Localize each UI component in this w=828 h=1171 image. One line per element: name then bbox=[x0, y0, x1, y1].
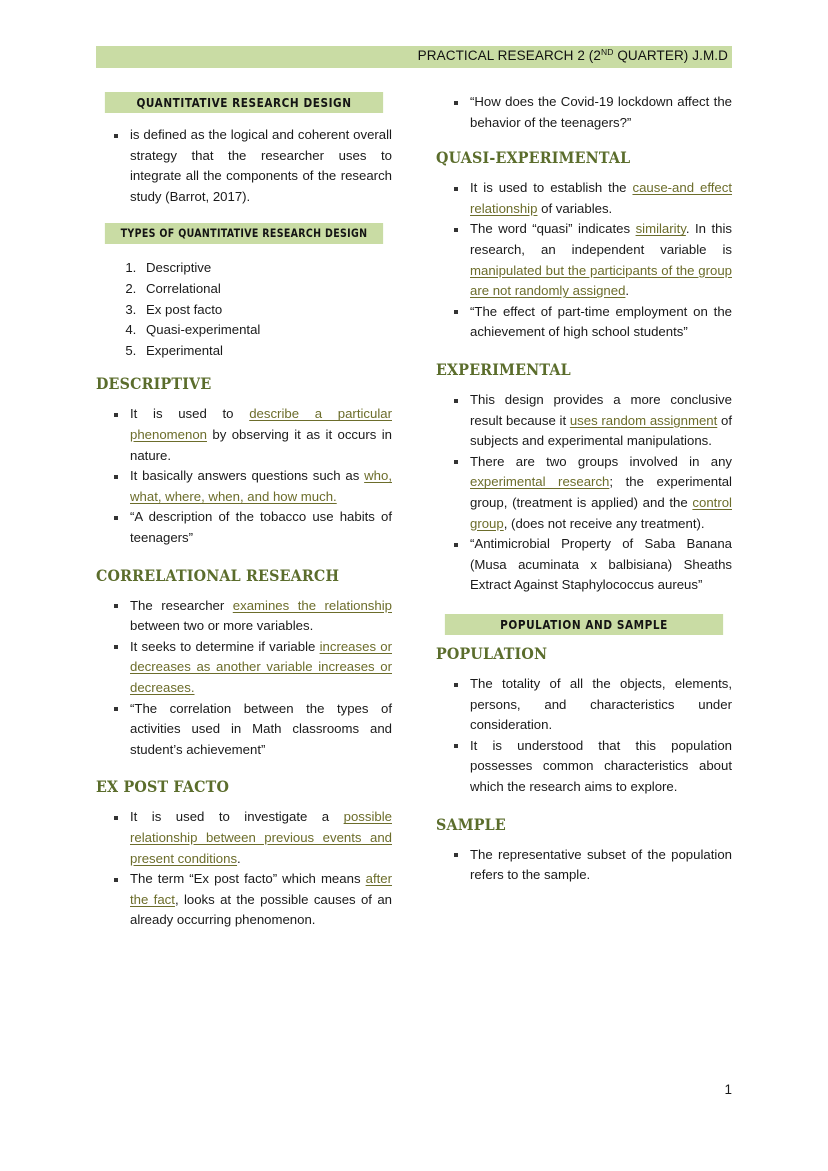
list-item bbox=[436, 390, 732, 452]
underlined-term: uses random assignment bbox=[569, 412, 718, 428]
text-segment: , looks at the possible causes of an already occurring phenomenon. bbox=[130, 891, 392, 928]
text-segment: This design provides a more conclusive result because it bbox=[470, 392, 732, 428]
text-segment: The researcher bbox=[130, 597, 233, 613]
list-item: 1. Descriptive bbox=[140, 258, 392, 279]
underlined-term: control group bbox=[470, 495, 732, 531]
text-segment: , (does not receive any treatment). bbox=[503, 515, 705, 531]
list-item: “How does the Covid-19 lockdown affect the behavior of the teenagers?” bbox=[436, 92, 732, 133]
correlational-bullets bbox=[96, 596, 392, 761]
text-segment: It is used to investigate a bbox=[130, 809, 344, 825]
running-head-bar bbox=[96, 46, 732, 68]
text-segment: The word “quasi” indicates bbox=[470, 221, 636, 237]
list-item bbox=[436, 178, 732, 219]
page-number: 1 bbox=[724, 1082, 732, 1097]
list-item: “The effect of part-time employment on the achievement of high school students” bbox=[436, 302, 732, 343]
list-item bbox=[96, 807, 392, 869]
list-item bbox=[96, 404, 392, 466]
list-item: “Antimicrobial Property of Saba Banana (Musa acuminata x balbisiana) Sheaths Extract Against Staphylococcus aureus” bbox=[436, 534, 732, 596]
underlined-term: after the fact bbox=[130, 871, 392, 907]
list-item bbox=[96, 466, 392, 507]
running-head-suffix: QUARTER) J.M.D bbox=[613, 48, 728, 63]
text-segment: There are two groups involved in any bbox=[470, 453, 732, 469]
list-item: “A description of the tobacco use habits of teenagers” bbox=[96, 507, 392, 548]
list-item: “The correlation between the types of activities used in Math classrooms and student’s achievement” bbox=[96, 699, 392, 761]
two-column-body bbox=[96, 92, 732, 931]
underlined-term: who, what, where, when, and how much. bbox=[130, 468, 392, 504]
list-item: 5. Experimental bbox=[140, 341, 392, 362]
heading-correlational-research: CORRELATIONAL RESEARCH bbox=[96, 565, 340, 585]
heading-experimental: EXPERIMENTAL bbox=[436, 359, 571, 379]
list-item bbox=[436, 219, 732, 301]
text-segment: between two or more variables. bbox=[130, 618, 314, 634]
ex-post-facto-bullets bbox=[96, 807, 392, 931]
list-item: The totality of all the objects, elements, persons, and characteristics under consideration. bbox=[436, 674, 732, 736]
heading-population: POPULATION bbox=[436, 643, 548, 663]
list-item bbox=[96, 869, 392, 931]
list-item: is defined as the logical and coherent overall strategy that the researcher uses to integrate all the components of the research study (Barrot, 2017). bbox=[96, 125, 392, 207]
list-item bbox=[436, 452, 732, 534]
underlined-term: similarity bbox=[635, 221, 686, 237]
heading-sample: SAMPLE bbox=[436, 814, 506, 834]
sample-bullets bbox=[436, 845, 732, 886]
types-numbered-list bbox=[96, 258, 392, 361]
underlined-term: cause-and effect relationship bbox=[470, 180, 733, 216]
list-item bbox=[96, 637, 392, 699]
heading-descriptive: DESCRIPTIVE bbox=[96, 374, 212, 394]
text-segment: by observing it as it occurs in nature. bbox=[130, 426, 392, 463]
list-item bbox=[96, 596, 392, 637]
text-segment: . In this research, an independent variable is bbox=[470, 221, 733, 258]
list-item: 4. Quasi-experimental bbox=[140, 320, 392, 341]
text-segment: It basically answers questions such as bbox=[130, 468, 365, 484]
text-segment: ; the experimental group, (treatment is applied) and the bbox=[470, 474, 732, 510]
underlined-term: examines the relationship bbox=[232, 597, 392, 613]
heading-ex-post-facto: EX POST FACTO bbox=[96, 777, 230, 797]
list-item: It is understood that this population possesses common characteristics about which the research aims to explore. bbox=[436, 736, 732, 798]
text-segment: It is used to bbox=[130, 406, 250, 422]
text-segment: of subjects and experimental manipulations. bbox=[470, 412, 732, 449]
text-segment: The term “Ex post facto” which means bbox=[130, 871, 366, 887]
banner-types-of-quantitative-research-design: TYPES OF QUANTITATIVE RESEARCH DESIGN bbox=[105, 223, 383, 244]
descriptive-bullets bbox=[96, 404, 392, 548]
running-head-superscript: ND bbox=[601, 47, 614, 57]
list-item: The representative subset of the population refers to the sample. bbox=[436, 845, 732, 886]
covid-question-bullet bbox=[436, 92, 732, 133]
text-segment: . bbox=[237, 850, 241, 866]
list-item: 3. Ex post facto bbox=[140, 300, 392, 321]
running-head-text bbox=[418, 48, 728, 63]
quasi-experimental-bullets bbox=[436, 178, 732, 343]
right-column bbox=[436, 92, 732, 931]
underlined-term: describe a particular phenomenon bbox=[130, 406, 392, 442]
text-segment: . bbox=[625, 283, 630, 299]
text-segment: It seeks to determine if variable bbox=[130, 638, 320, 654]
left-column bbox=[96, 92, 392, 931]
experimental-bullets bbox=[436, 390, 732, 596]
text-segment: of variables. bbox=[537, 200, 613, 216]
underlined-term: possible relationship between previous events and present conditions bbox=[130, 809, 392, 866]
text-segment: It is used to establish the bbox=[470, 180, 633, 196]
banner-population-and-sample: POPULATION AND SAMPLE bbox=[445, 614, 723, 635]
underlined-term: manipulated but the participants of the group are not randomly assigned bbox=[470, 262, 732, 299]
underlined-term: increases or decreases as another variable increases or decreases. bbox=[130, 638, 392, 695]
list-item: 2. Correlational bbox=[140, 279, 392, 300]
banner-quantitative-research-design: QUANTITATIVE RESEARCH DESIGN bbox=[105, 92, 383, 113]
underlined-term: experimental research bbox=[470, 474, 610, 490]
definition-list bbox=[96, 125, 392, 207]
population-bullets bbox=[436, 674, 732, 798]
heading-quasi-experimental: QUASI-EXPERIMENTAL bbox=[436, 148, 631, 168]
running-head-prefix: PRACTICAL RESEARCH 2 (2 bbox=[417, 48, 601, 63]
